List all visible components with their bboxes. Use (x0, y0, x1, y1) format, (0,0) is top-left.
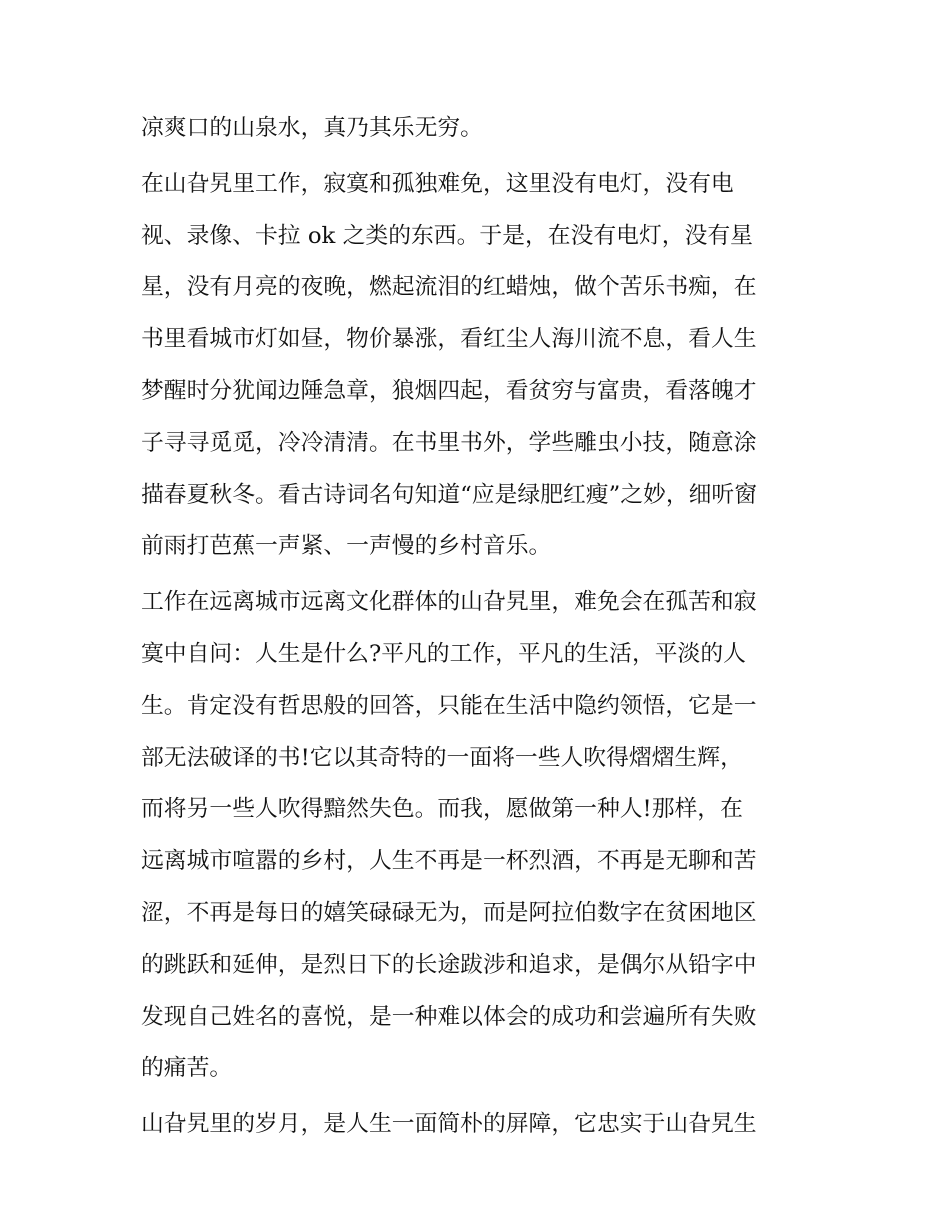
text-line: 的跳跃和延伸，是烈日下的长途跋涉和追求，是偶尔从铅字中 (141, 951, 757, 978)
document-body (141, 103, 821, 1151)
text-line: 视、录像、卡拉 ok 之类的东西。于是，在没有电灯，没有星 (141, 222, 753, 249)
text-line: 书里看城市灯如昼，物价暴涨，看红尘人海川流不息，看人生 (141, 326, 757, 353)
text-line: 星，没有月亮的夜晚，燃起流泪的红蜡烛，做个苦乐书痴，在 (141, 274, 757, 301)
text-line: 描春夏秋冬。看古诗词名句知道“应是绿肥红瘦”之妙，细听窗 (141, 481, 758, 508)
text-line: 涩，不再是每日的嬉笑碌碌无为，而是阿拉伯数字在贫困地区 (141, 899, 757, 926)
text-line: 远离城市喧嚣的乡村，人生不再是一杯烈酒，不再是无聊和苦 (141, 848, 757, 875)
text-line: 工作在远离城市远离文化群体的山旮旯里，难免会在孤苦和寂 (141, 589, 757, 616)
text-line: 在山旮旯里工作，寂寞和孤独难免，这里没有电灯，没有电 (141, 170, 734, 197)
text-line: 山旮旯里的岁月，是人生一面简朴的屏障，它忠实于山旮旯生 (141, 1111, 757, 1138)
text-line: 子寻寻觅觅，冷冷清清。在书里书外，学些雕虫小技，随意涂 (141, 429, 757, 456)
text-line: 而将另一些人吹得黯然失色。而我，愿做第一种人!那样，在 (141, 796, 743, 823)
text-line: 生。肯定没有哲思般的回答，只能在生活中隐约领悟，它是一 (141, 692, 757, 719)
text-line: 梦醒时分犹闻边陲急章，狼烟四起，看贫穷与富贵，看落魄才 (141, 377, 757, 404)
text-line: 的痛苦。 (141, 1055, 233, 1082)
text-line: 发现自己姓名的喜悦，是一种难以体会的成功和尝遍所有失败 (141, 1003, 757, 1030)
text-line: 寞中自问：人生是什么?平凡的工作，平凡的生活，平淡的人 (141, 640, 746, 667)
text-line: 前雨打芭蕉一声紧、一声慢的乡村音乐。 (141, 533, 552, 560)
text-line: 凉爽口的山泉水，真乃其乐无穷。 (141, 115, 483, 141)
text-line: 部无法破译的书!它以其奇特的一面将一些人吹得熠熠生辉， (141, 744, 743, 771)
